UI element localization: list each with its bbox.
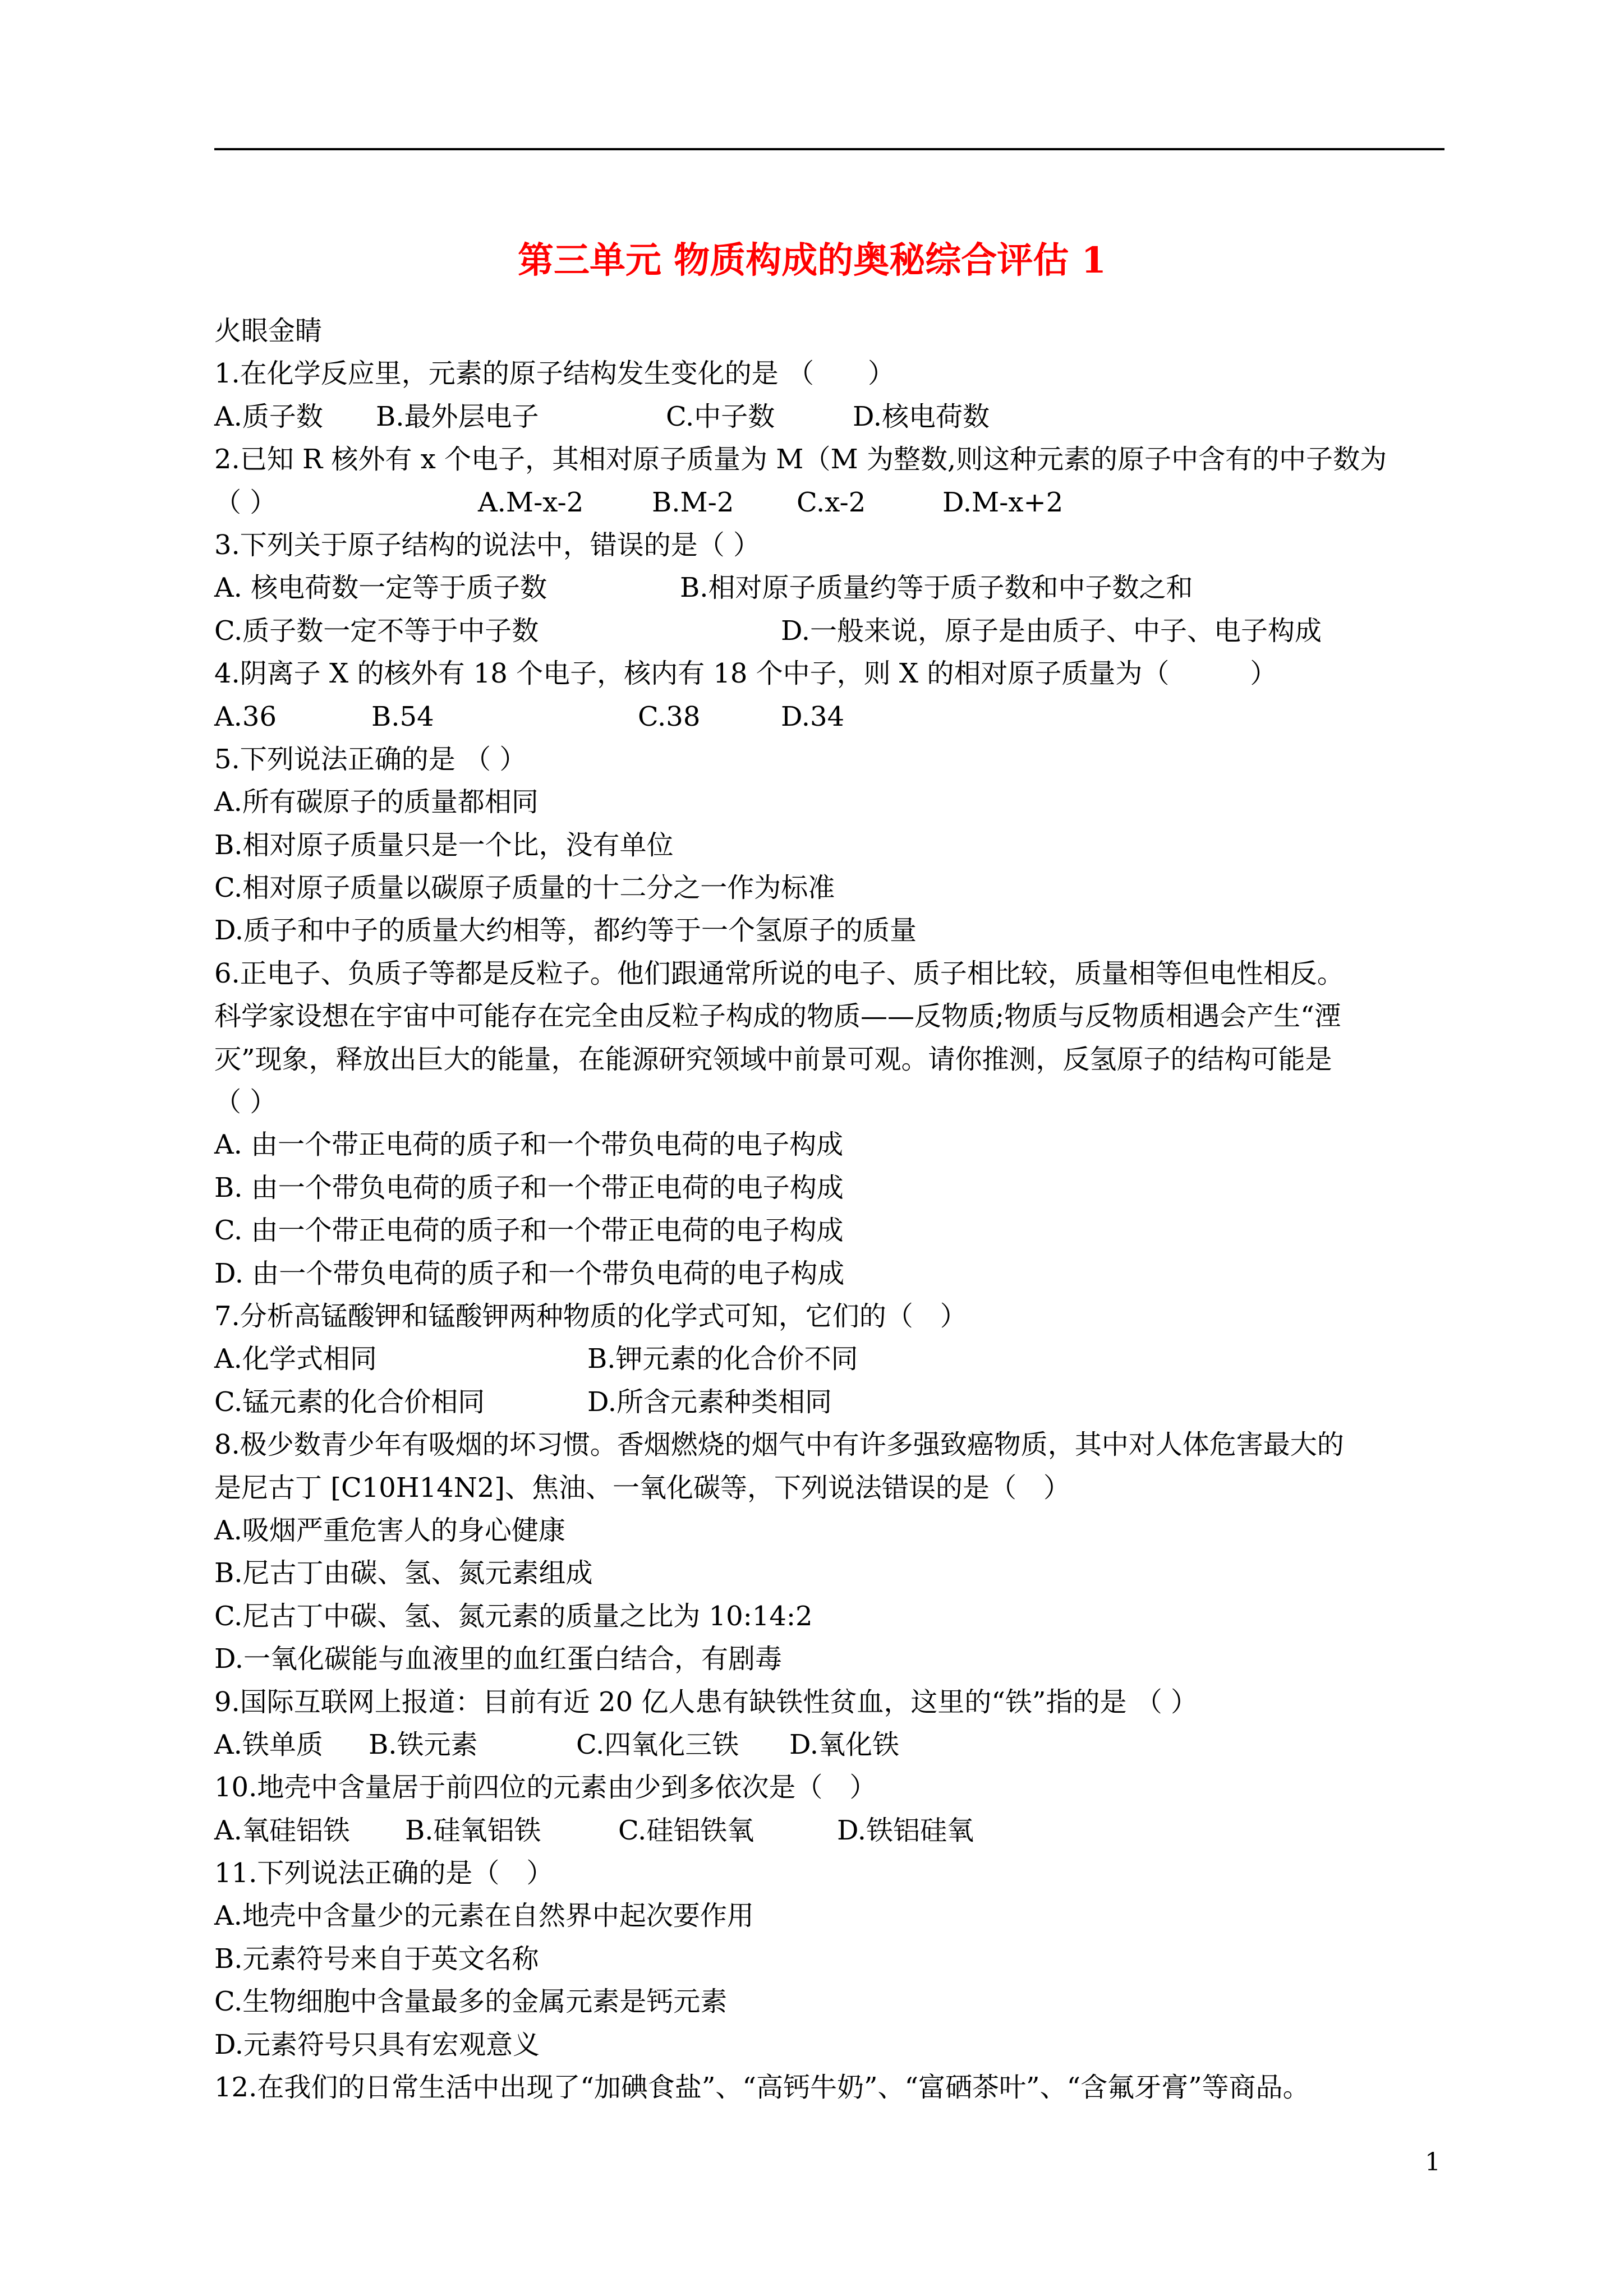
q7-option-a: A.化学式相同 xyxy=(214,1343,377,1375)
question-4-options xyxy=(214,695,1448,738)
question-8-stem-line-2: 是尼古丁 [C10H14N2]、焦油、一氧化碳等，下列说法错误的是（ ） xyxy=(214,1472,1070,1504)
header-rule xyxy=(214,148,1444,150)
question-5-stem: 5.下列说法正确的是 （ ） xyxy=(214,743,527,775)
q4-option-c: C.38 xyxy=(638,700,701,732)
q10-option-d: D.铁铝硅氧 xyxy=(837,1814,974,1846)
q3-option-b: B.相对原子质量约等于质子数和中子数之和 xyxy=(680,572,1193,604)
q3-option-d: D.一般来说，原子是由质子、中子、电子构成 xyxy=(781,615,1322,647)
question-6-stem-line-4: （ ） xyxy=(214,1086,277,1118)
question-1-options xyxy=(214,395,1448,438)
question-3-options-row2 xyxy=(214,610,1448,652)
q1-option-b: B.最外层电子 xyxy=(376,400,539,432)
question-10-options xyxy=(214,1809,1448,1852)
q4-option-d: D.34 xyxy=(781,700,845,732)
q2-option-c: C.x-2 xyxy=(797,486,866,518)
q4-option-a: A.36 xyxy=(214,700,277,732)
question-9-options xyxy=(214,1723,1448,1766)
q8-option-b: B.尼古丁由碳、氢、氮元素组成 xyxy=(214,1557,593,1589)
question-7-stem: 7.分析高锰酸钾和锰酸钾两种物质的化学式可知，它们的（ ） xyxy=(214,1300,967,1332)
q2-option-d: D.M-x+2 xyxy=(942,486,1064,518)
q10-option-c: C.硅铝铁氧 xyxy=(618,1814,755,1846)
question-2-stem: 2.已知 R 核外有 x 个电子，其相对原子质量为 M（M 为整数,则这种元素的原子中含有的中子数为 xyxy=(214,444,1387,476)
q11-option-a: A.地壳中含量少的元素在自然界中起次要作用 xyxy=(214,1900,754,1932)
question-3-stem: 3.下列关于原子结构的说法中，错误的是（ ） xyxy=(214,529,761,561)
q5-option-a: A.所有碳原子的质量都相同 xyxy=(214,786,539,818)
q2-paren: （ ） xyxy=(214,486,277,518)
q9-option-a: A.铁单质 xyxy=(214,1728,323,1760)
q5-option-d: D.质子和中子的质量大约相等，都约等于一个氢原子的质量 xyxy=(214,915,917,947)
q8-option-d: D.一氧化碳能与血液里的血红蛋白结合，有剧毒 xyxy=(214,1643,783,1675)
q6-option-b: B. 由一个带负电荷的质子和一个带正电荷的电子构成 xyxy=(214,1172,844,1204)
question-11-stem: 11.下列说法正确的是（ ） xyxy=(214,1857,554,1889)
q7-option-b: B.钾元素的化合价不同 xyxy=(587,1343,858,1375)
q10-option-b: B.硅氧铝铁 xyxy=(405,1814,541,1846)
q7-option-d: D.所含元素种类相同 xyxy=(587,1386,832,1418)
q3-option-c: C.质子数一定不等于中子数 xyxy=(214,615,539,647)
q6-option-d: D. 由一个带负电荷的质子和一个带负电荷的电子构成 xyxy=(214,1257,845,1289)
q1-option-a: A.质子数 xyxy=(214,400,323,432)
q10-option-a: A.氧硅铝铁 xyxy=(214,1814,350,1846)
q1-option-c: C.中子数 xyxy=(666,400,775,432)
question-8-stem-line-1: 8.极少数青少年有吸烟的坏习惯。香烟燃烧的烟气中有许多强致癌物质，其中对人体危害最大的 xyxy=(214,1429,1344,1461)
section-heading: 火眼金睛 xyxy=(214,315,323,347)
question-1-stem: 1.在化学反应里，元素的原子结构发生变化的是 （ ） xyxy=(214,358,895,390)
question-6-stem-line-3: 灭”现象，释放出巨大的能量，在能源研究领域中前景可观。请你推测，反氢原子的结构可能是 xyxy=(214,1043,1332,1075)
question-6-stem-line-2: 科学家设想在宇宙中可能存在完全由反粒子构成的物质——反物质;物质与反物质相遇会产生“湮 xyxy=(214,1001,1341,1032)
question-4-stem: 4.阴离子 X 的核外有 18 个电子，核内有 18 个中子，则 X 的相对原子质量为（ ） xyxy=(214,658,1277,690)
q9-option-c: C.四氧化三铁 xyxy=(576,1728,739,1760)
q5-option-c: C.相对原子质量以碳原子质量的十二分之一作为标准 xyxy=(214,872,835,904)
q2-option-a: A.M-x-2 xyxy=(478,486,584,518)
question-3-options-row1 xyxy=(214,566,1448,609)
q6-option-a: A. 由一个带正电荷的质子和一个带负电荷的电子构成 xyxy=(214,1129,844,1161)
q9-option-d: D.氧化铁 xyxy=(789,1728,900,1760)
q11-option-c: C.生物细胞中含量最多的金属元素是钙元素 xyxy=(214,1986,728,2018)
question-2-options xyxy=(214,481,1448,524)
q3-option-a: A. 核电荷数一定等于质子数 xyxy=(214,572,548,604)
page-title: 第三单元 物质构成的奥秘综合评估 1 xyxy=(517,239,1107,282)
question-9-stem: 9.国际互联网上报道：目前有近 20 亿人患有缺铁性贫血，这里的“铁”指的是 （ ） xyxy=(214,1686,1198,1718)
question-7-options-row1 xyxy=(214,1338,1448,1380)
q9-option-b: B.铁元素 xyxy=(369,1728,478,1760)
page-number: 1 xyxy=(1425,2148,1441,2177)
question-10-stem: 10.地壳中含量居于前四位的元素由少到多依次是（ ） xyxy=(214,1772,877,1804)
q5-option-b: B.相对原子质量只是一个比，没有单位 xyxy=(214,829,674,861)
q11-option-d: D.元素符号只具有宏观意义 xyxy=(214,2028,540,2060)
q8-option-c: C.尼古丁中碳、氢、氮元素的质量之比为 10:14:2 xyxy=(214,1600,813,1632)
q8-option-a: A.吸烟严重危害人的身心健康 xyxy=(214,1514,565,1546)
question-7-options-row2 xyxy=(214,1381,1448,1423)
q4-option-b: B.54 xyxy=(371,700,434,732)
q6-option-c: C. 由一个带正电荷的质子和一个带正电荷的电子构成 xyxy=(214,1215,844,1247)
question-12-stem: 12.在我们的日常生活中出现了“加碘食盐”、“高钙牛奶”、“富硒茶叶”、“含氟牙膏”等商品。 xyxy=(214,2072,1310,2104)
q2-option-b: B.M-2 xyxy=(652,486,734,518)
question-6-stem-line-1: 6.正电子、负质子等都是反粒子。他们跟通常所说的电子、质子相比较，质量相等但电性相反。 xyxy=(214,957,1344,989)
document-body xyxy=(214,310,1448,2109)
q1-option-d: D.核电荷数 xyxy=(853,400,990,432)
q7-option-c: C.锰元素的化合价相同 xyxy=(214,1386,485,1418)
q11-option-b: B.元素符号来自于英文名称 xyxy=(214,1943,539,1975)
